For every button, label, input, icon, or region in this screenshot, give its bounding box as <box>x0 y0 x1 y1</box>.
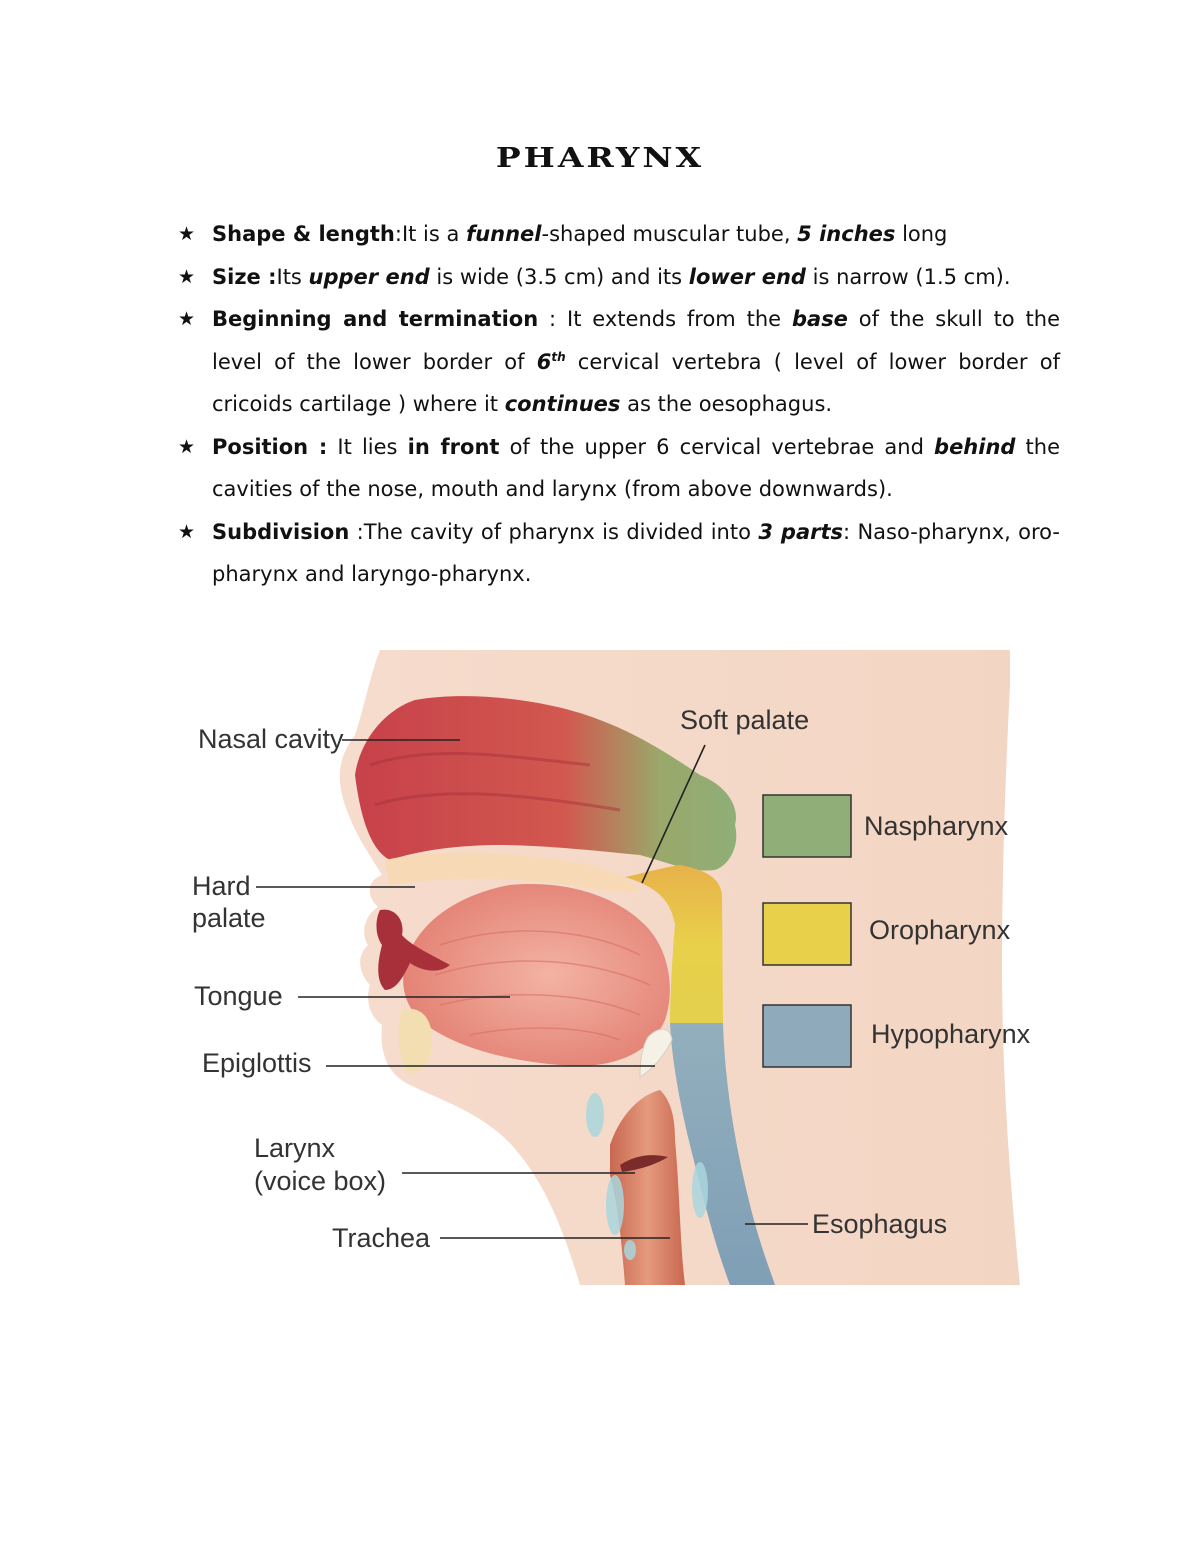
bullet-label: Shape & length <box>212 222 395 246</box>
pharynx-anatomy-diagram <box>170 645 1040 1290</box>
legend-label-oropharynx: Oropharynx <box>869 915 1011 945</box>
bullet-size <box>178 256 1060 299</box>
bullet-shape-length <box>178 213 1060 256</box>
bullet-position <box>178 426 1060 511</box>
bullet-text: : It extends from the <box>538 307 792 331</box>
emphasis: 6 <box>536 349 552 374</box>
label-tongue: Tongue <box>194 981 283 1011</box>
bullet-text: is narrow (1.5 cm). <box>805 264 1011 289</box>
page-title: PHARYNX <box>495 141 705 174</box>
bullet-text: :The cavity of pharynx is divided into <box>349 519 759 544</box>
bullet-text: long <box>895 222 948 246</box>
star-bullet-icon: ★ <box>178 223 196 245</box>
star-bullet-icon: ★ <box>178 265 196 288</box>
label-larynx-2: (voice box) <box>254 1166 387 1196</box>
bullet-label: Position : <box>212 434 328 459</box>
emphasis: behind <box>934 434 1016 459</box>
legend-swatch-nasopharynx <box>763 795 851 857</box>
label-hard-palate-1: Hard <box>192 871 251 901</box>
cartilage-3 <box>692 1162 708 1218</box>
cartilage-4 <box>624 1240 636 1260</box>
cartilage-1 <box>586 1093 604 1137</box>
star-bullet-icon: ★ <box>178 520 196 543</box>
bullet-text: of the skull to the level of the lower border of <box>212 307 1060 374</box>
label-trachea: Trachea <box>332 1223 431 1253</box>
bullet-text: as the oesophagus. <box>620 392 833 416</box>
label-epiglottis: Epiglottis <box>202 1048 312 1078</box>
legend-swatch-hypopharynx <box>763 1005 851 1067</box>
bullet-text: cervical vertebra ( level of lower border of cricoids cartilage ) where it <box>212 349 1060 416</box>
bullet-text: : Naso-pharynx, oro-pharynx and laryngo-pharynx. <box>212 519 1060 586</box>
emphasis: funnel <box>466 222 542 246</box>
superscript: th <box>551 349 566 364</box>
emphasis: upper end <box>308 264 430 289</box>
cartilage-2 <box>606 1175 624 1235</box>
bullet-subdivision <box>178 511 1060 596</box>
label-soft-palate: Soft palate <box>680 705 810 735</box>
bullet-text: of the upper 6 cervical vertebrae and <box>499 434 935 459</box>
bullet-text: Its <box>276 264 309 289</box>
bullet-label: Size : <box>212 264 277 289</box>
legend-label-nasopharynx: Naspharynx <box>864 811 1009 841</box>
emphasis: lower end <box>688 264 806 289</box>
star-bullet-icon: ★ <box>178 308 196 330</box>
label-larynx-1: Larynx <box>254 1133 336 1163</box>
label-esophagus: Esophagus <box>812 1209 948 1239</box>
bullet-list <box>178 213 1060 596</box>
star-bullet-icon: ★ <box>178 435 196 458</box>
bullet-beginning-termination <box>178 298 1060 426</box>
emphasis: in front <box>407 434 500 459</box>
bullet-label: Subdivision <box>212 519 350 544</box>
bullet-text: is wide (3.5 cm) and its <box>429 264 689 289</box>
bullet-text: the cavities of the nose, mouth and larynx (from above downwards). <box>212 434 1061 501</box>
bullet-label: Beginning and termination <box>212 307 539 331</box>
emphasis: 3 parts <box>758 519 844 544</box>
emphasis: 5 inches <box>797 222 896 246</box>
bullet-text: It lies <box>327 434 408 459</box>
legend-label-hypopharynx: Hypopharynx <box>871 1019 1031 1049</box>
legend-swatch-oropharynx <box>763 903 851 965</box>
bullet-text: -shaped muscular tube, <box>541 222 798 246</box>
label-nasal-cavity: Nasal cavity <box>198 724 344 754</box>
emphasis: continues <box>504 392 621 416</box>
bullet-text: :It is a <box>394 222 467 246</box>
label-hard-palate-2: palate <box>192 903 266 933</box>
emphasis: base <box>791 307 848 331</box>
